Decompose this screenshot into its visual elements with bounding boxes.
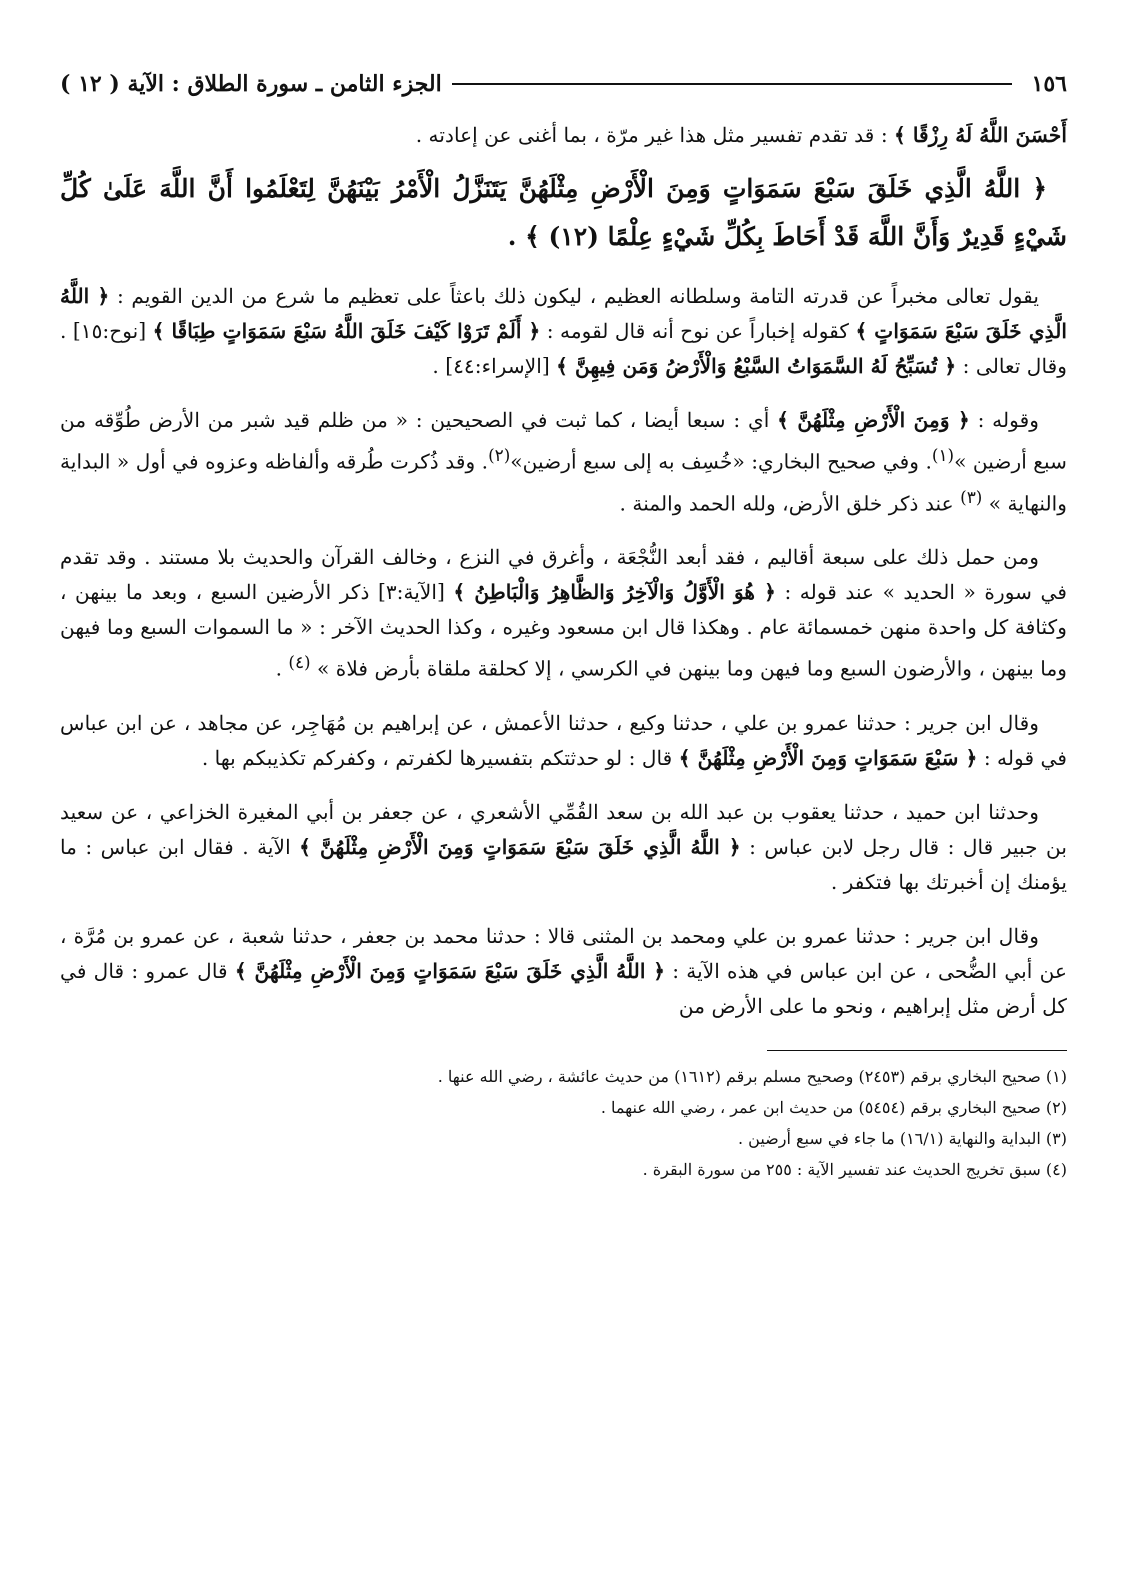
text-run: كقوله إخباراً عن نوح أنه قال لقومه : — [540, 319, 856, 343]
text-run: أي : سبعا أيضا ، كما ثبت في الصحيحين : « من ظلم قيد شبر من الأرض طُوِّقه من سبع أرضين » — [60, 408, 1067, 474]
footnote: (١) صحيح البخاري برقم (٢٤٥٣) وصحيح مسلم برقم (١٦١٢) من حديث عائشة ، رضي الله عنها . — [437, 1067, 1067, 1087]
text-run: ومن حمل ذلك على سبعة أقاليم ، فقد أبعد النُّجْعَة ، وأغرق في النزع ، وخالف القرآن والحديث بلا مستند . وقد تقدم في سورة « الحديد » عند قوله : — [60, 545, 1068, 605]
header-rule — [452, 83, 1012, 85]
paragraph-5 — [60, 795, 1067, 900]
text-run: [الآية:٣] ذكر الأرضين السبع ، وبعد ما بينهن ، وكثافة كل واحدة منهن خمسمائة عام . وهكذا قال ابن مسعود وغيره ، وكذا الحديث الآخر : « ما السموات السبع وما فيهن وما بينهن ، والأرضون السبع وما فيهن وما بينهن في الكرسي ، إلا كحلقة ملقاة بأرض فلاة » — [60, 580, 1067, 682]
text-run: : قد تقدم تفسير مثل هذا غير مرّة ، بما أغنى عن إعادته . — [415, 123, 895, 147]
quran-quote: ﴿ أَلَمْ تَرَوْا كَيْفَ خَلَقَ اللَّهُ سَبْعَ سَمَوَاتٍ طِبَاقًا ﴾ — [152, 319, 541, 343]
footnote-ref: (٣) — [960, 486, 983, 507]
quran-quote: ﴿ اللَّهُ الَّذِي خَلَقَ سَبْعَ سَمَوَاتٍ وَمِنَ الْأَرْضِ مِثْلَهُنَّ ﴾ — [299, 835, 741, 860]
paragraph-3 — [60, 540, 1067, 687]
text-run: [نوح:١٥] . وقال تعالى : — [60, 319, 1067, 378]
text-run: وحدثنا ابن حميد ، حدثنا يعقوب بن عبد الله بن سعد القُمِّي الأشعري ، عن جعفر بن أبي المغيرة الخزاعي ، عن سعيد بن جبير قال : قال رجل لابن عباس : — [60, 800, 1068, 860]
quran-quote: ﴿ سَبْعَ سَمَوَاتٍ وَمِنَ الْأَرْضِ مِثْلَهُنَّ ﴾ — [678, 746, 978, 771]
text-run: وقوله : — [969, 408, 1039, 432]
running-header — [60, 70, 1067, 98]
text-run: قال عمرو : قال في كل أرض مثل إبراهيم ، ونحو ما على الأرض من — [60, 959, 1067, 1019]
quran-quote: ﴿ هُوَ الْأَوَّلُ وَالْآخِرُ وَالظَّاهِرُ وَالْبَاطِنُ ﴾ — [453, 580, 777, 605]
footnote: (٢) صحيح البخاري برقم (٥٤٥٤) من حديث ابن عمر ، رضي الله عنهما . — [600, 1098, 1067, 1118]
footnotes — [60, 1061, 1067, 1185]
text-run: يقول تعالى مخبراً عن قدرته التامة وسلطانه العظيم ، ليكون ذلك باعثاً على تعظيم ما شرع من الدين القويم : — [109, 284, 1040, 308]
quran-quote: ﴿ وَمِنَ الْأَرْضِ مِثْلَهُنَّ ﴾ — [777, 408, 970, 432]
quran-quote: ﴿ تُسَبِّحُ لَهُ السَّمَوَاتُ السَّبْعُ وَالْأَرْضُ وَمَن فِيهِنَّ ﴾ — [556, 354, 957, 378]
footnote: (٤) سبق تخريج الحديث عند تفسير الآية : ٢٥٥ من سورة البقرة . — [642, 1160, 1067, 1180]
quran-quote: ﴿ اللَّهُ الَّذِي خَلَقَ سَبْعَ سَمَوَاتٍ وَمِنَ الْأَرْضِ مِثْلَهُنَّ ﴾ — [234, 959, 666, 984]
footnote-ref: (١) — [931, 445, 955, 465]
running-title: الجزء الثامن ـ سورة الطلاق : الآية ( ١٢ ) — [60, 71, 442, 97]
paragraph-2 — [60, 403, 1067, 521]
paragraph-1 — [60, 279, 1067, 384]
footnote-ref: (٤) — [288, 652, 311, 673]
text-run: . وقد ذُكرت طُرقه وألفاظه وعزوه في أول « البداية والنهاية » — [60, 449, 1067, 516]
quran-quote: أَحْسَنَ اللَّهُ لَهُ رِزْقًا ﴾ — [894, 123, 1067, 147]
footnote-separator — [767, 1050, 1067, 1051]
text-run: وقال ابن جرير : حدثنا عمرو بن علي ومحمد بن المثنى قالا : حدثنا محمد بن جعفر ، حدثنا شعبة ، عن عمرو بن مُرَّة ، عن أبي الضُّحى ، عن ابن عباس في هذه الآية : — [60, 924, 1067, 984]
text-run: [الإسراء:٤٤] . — [432, 354, 557, 378]
verse-block: ﴿ اللَّهُ الَّذِي خَلَقَ سَبْعَ سَمَوَاتٍ وَمِنَ الْأَرْضِ مِثْلَهُنَّ يَتَنَزَّلُ الْأَمْرُ بَيْنَهُنَّ لِتَعْلَمُوا أَنَّ اللَّهَ عَلَىٰ كُلِّ شَيْءٍ قَدِيرٌ وَأَنَّ اللَّهَ قَدْ أَحَاطَ بِكُلِّ شَيْءٍ عِلْمًا (١٢) ﴾ . — [60, 174, 1067, 251]
paragraph-4 — [60, 706, 1067, 776]
text-run: وقال ابن جرير : حدثنا عمرو بن علي ، حدثنا وكيع ، حدثنا الأعمش ، عن إبراهيم بن مُهَاجِر، عن مجاهد ، عن ابن عباس في قوله : — [60, 711, 1067, 771]
intro-paragraph — [60, 118, 1067, 153]
footnote-ref: (٢) — [488, 445, 511, 465]
footnote: (٣) البداية والنهاية (١٦/١) ما جاء في سبع أرضين . — [737, 1129, 1067, 1149]
text-run: . — [275, 657, 289, 682]
text-run: عند ذكر خلق الأرض، ولله الحمد والمنة . — [619, 491, 961, 516]
page-number: ١٥٦ — [1031, 71, 1067, 97]
quran-quote: ﴿ اللَّهُ الَّذِي خَلَقَ سَبْعَ سَمَوَاتٍ ﴾ — [60, 284, 1067, 343]
text-run: الآية . فقال ابن عباس : ما يؤمنك إن أخبرتك بها فتكفر . — [60, 835, 1067, 895]
paragraph-6 — [60, 919, 1067, 1024]
text-run: قال : لو حدثتكم بتفسيرها لكفرتم ، وكفركم تكذيبكم بها . — [201, 746, 679, 771]
text-run: . وفي صحيح البخاري: «خُسِف به إلى سبع أرضين» — [510, 449, 932, 474]
